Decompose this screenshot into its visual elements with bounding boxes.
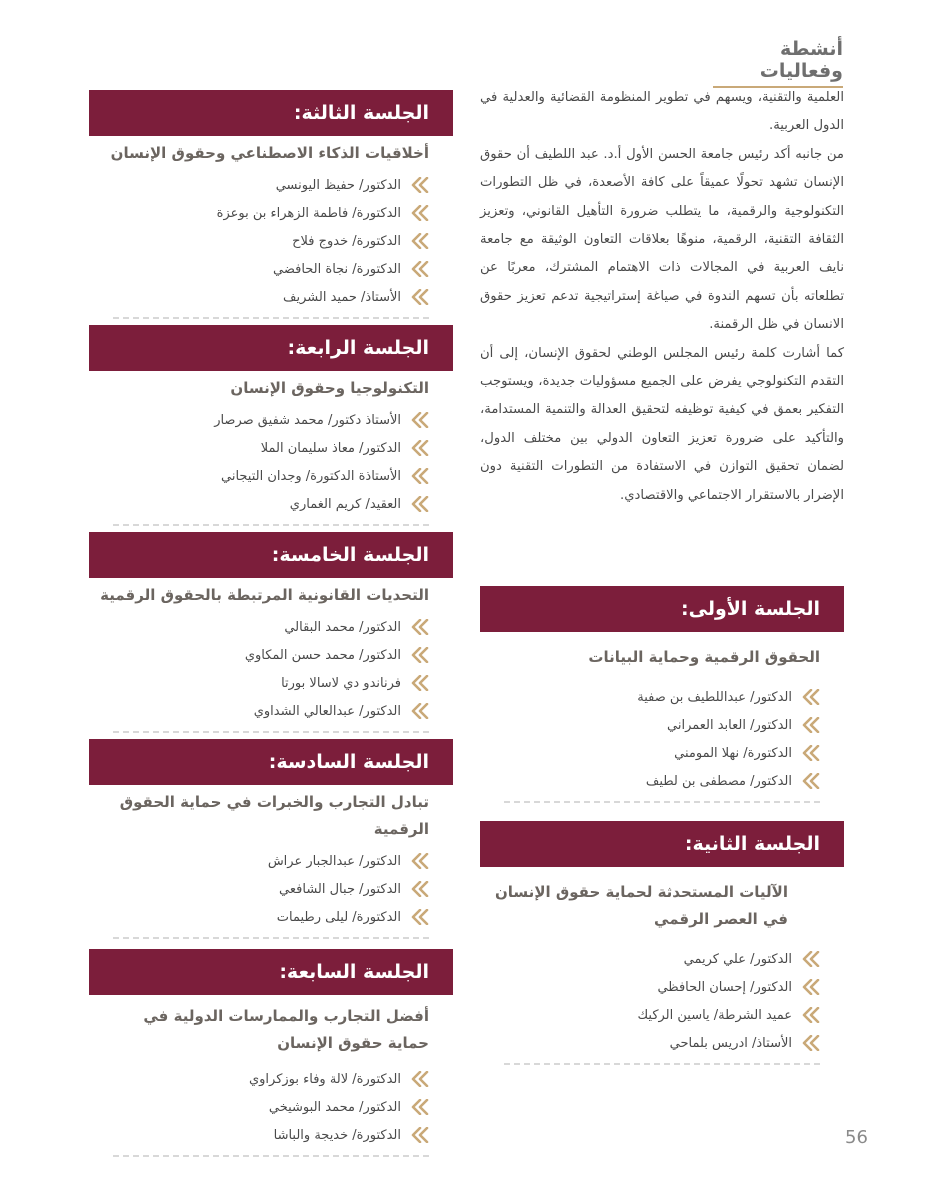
speaker-name: الدكتورة/ ليلى رطيمات [276,909,401,925]
speaker-item [89,283,453,311]
dashed-divider [504,1063,820,1065]
speaker-name: الدكتور/ حفيظ اليونسي [275,177,401,193]
chevron-left-icon [411,205,429,221]
session-banner: الجلسة السادسة: [89,739,453,785]
speaker-name: العقيد/ كريم الغماري [289,496,401,512]
speaker-name: الدكتور/ عبدالعالي الشداوي [253,703,401,719]
session-7 [89,949,453,1157]
session-4 [89,325,453,526]
session-6 [89,739,453,939]
session-topic: أخلاقيات الذكاء الاصطناعي وحقوق الإنسان [110,144,429,162]
chevron-left-icon [411,853,429,869]
speaker-list [89,1065,453,1149]
session-banner: الجلسة الثانية: [480,821,844,867]
speaker-item [89,903,453,931]
speaker-item [89,255,453,283]
speaker-name: الدكتور/ محمد البقالي [284,619,401,635]
dashed-divider [113,524,429,526]
session-topic: الحقوق الرقمية وحماية البيانات [588,648,820,667]
session-topic: التكنولوجيا وحقوق الإنسان [230,379,429,397]
dashed-divider [113,317,429,319]
chevron-left-icon [411,468,429,484]
speaker-list [480,683,844,795]
chevron-left-icon [802,717,820,733]
speaker-name: الأستاذ دكتور/ محمد شفيق صرصار [214,412,401,428]
speaker-item [89,1065,453,1093]
session-topic: أفضل التجارب والممارسات الدولية في حماية حقوق الإنسان [143,1007,429,1052]
speaker-item [480,945,844,973]
speaker-item [480,1029,844,1057]
session-topic: تبادل التجارب والخبرات في حماية الحقوق الرقمية [119,793,429,838]
session-banner: الجلسة الأولى: [480,586,844,632]
chevron-left-icon [411,1071,429,1087]
chevron-left-icon [411,703,429,719]
speaker-name: الدكتور/ عبدالجبار عراش [267,853,401,869]
chevron-left-icon [411,233,429,249]
session-banner: الجلسة الرابعة: [89,325,453,371]
chevron-left-icon [411,1127,429,1143]
speaker-item [480,767,844,795]
paragraph: كما أشارت كلمة رئيس المجلس الوطني لحقوق الإنسان، إلى أن التقدم التكنولوجي يفرض على الجميع مسؤوليات جديدة، ويستوجب التفكير بعمق في كيفية توظيفه لتحقيق العدالة والتنمية المستدامة، والتأكيد على ضرورة تعزيز التعاون الدولي بين مختلف الدول، لضمان تحقيق التوازن في الاستفادة من التطورات التقنية دون الإضرار بالاستقرار الاجتماعي والاقتصادي. [480,345,844,503]
session-3 [89,90,453,319]
speaker-name: الدكتورة/ لالة وفاء بوزكراوي [248,1071,401,1087]
speaker-name: الدكتور/ معاذ سليمان الملا [260,440,401,456]
left-column [89,90,453,1157]
dashed-divider [113,1155,429,1157]
speaker-list [480,945,844,1057]
chevron-left-icon [802,1007,820,1023]
chevron-left-icon [411,881,429,897]
chevron-left-icon [802,951,820,967]
speaker-item [480,739,844,767]
speaker-item [89,462,453,490]
speaker-name: الدكتورة/ خديجة والباشا [273,1127,401,1143]
article-body [480,84,844,510]
session-1 [480,586,844,803]
speaker-item [89,199,453,227]
chevron-left-icon [802,773,820,789]
page-header [713,38,843,88]
speaker-item [480,973,844,1001]
speaker-list [89,406,453,518]
paragraph: من جانبه أكد رئيس جامعة الحسن الأول أ.د. عبد اللطيف أن حقوق الإنسان تشهد تحولًا عميقاً على كافة الأصعدة، في ظل التطورات التكنولوجية والرقمية، ما يتطلب ضرورة التأهيل القانوني، وتعزيز الثقافة التقنية، الرقمية، منوهًا بعلاقات التعاون الوثيقة مع جامعة نايف العربية في المجالات ذات الاهتمام المشترك، معربًا عن تطلعاته بأن تسهم الندوة في صياغة إستراتيجية تدعم تعزيز حقوق الانسان في ظل الرقمنة. [480,146,844,333]
speaker-name: الدكتورة/ نجاة الحافضي [273,261,401,277]
speaker-name: الدكتور/ علي كريمي [683,951,792,967]
speaker-name: الدكتورة/ خدوج فلاح [292,233,401,249]
speaker-item [89,613,453,641]
speaker-name: الأستاذ/ ادريس بلماحي [669,1035,792,1051]
chevron-left-icon [411,440,429,456]
paragraph: العلمية والتقنية، ويسهم في تطوير المنظومة القضائية والعدلية في الدول العربية. [480,90,844,134]
chevron-left-icon [411,675,429,691]
speaker-name: الأستاذ/ حميد الشريف [283,289,401,305]
session-5 [89,532,453,733]
chevron-left-icon [411,261,429,277]
speaker-item [89,847,453,875]
speaker-item [480,1001,844,1029]
speaker-item [89,406,453,434]
chevron-left-icon [802,745,820,761]
chevron-left-icon [411,909,429,925]
speaker-name: الدكتور/ عبداللطيف بن صفية [637,689,792,705]
speaker-item [89,669,453,697]
chevron-left-icon [802,689,820,705]
chevron-left-icon [411,177,429,193]
right-column [480,84,844,1065]
session-topic: الآليات المستحدثة لحماية حقوق الإنسان في العصر الرقمي [494,883,788,929]
speaker-item [89,1093,453,1121]
chevron-left-icon [411,1099,429,1115]
speaker-list [89,171,453,311]
speaker-item [89,227,453,255]
speaker-item [89,434,453,462]
speaker-name: الدكتورة/ نهلا المومني [674,745,792,761]
session-banner: الجلسة الثالثة: [89,90,453,136]
speaker-item [89,171,453,199]
page-number: 56 [845,1127,868,1148]
speaker-name: الدكتورة/ فاطمة الزهراء بن بوعزة [216,205,401,221]
chevron-left-icon [411,647,429,663]
chevron-left-icon [802,979,820,995]
dashed-divider [504,801,820,803]
speaker-item [480,683,844,711]
speaker-name: الدكتور/ محمد البوشيخي [268,1099,401,1115]
speaker-list [89,613,453,725]
session-banner: الجلسة الخامسة: [89,532,453,578]
speaker-item [480,711,844,739]
dashed-divider [113,731,429,733]
speaker-item [89,641,453,669]
speaker-name: الدكتور/ إحسان الحافظي [657,979,792,995]
speaker-name: الدكتور/ العابد العمراني [667,717,792,733]
speaker-name: الدكتور/ محمد حسن المكاوي [244,647,401,663]
speaker-item [89,875,453,903]
speaker-name: فرناندو دي لاسالا بورتا [281,675,401,691]
session-banner: الجلسة السابعة: [89,949,453,995]
speaker-name: الدكتور/ جبال الشافعي [279,881,401,897]
chevron-left-icon [411,412,429,428]
chevron-left-icon [411,619,429,635]
speaker-name: الدكتور/ مصطفى بن لطيف [645,773,792,789]
section-title: أنشطة وفعاليات [759,38,843,82]
speaker-name: الأستاذة الدكتورة/ وجدان التيجاني [220,468,401,484]
chevron-left-icon [802,1035,820,1051]
speaker-item [89,490,453,518]
chevron-left-icon [411,289,429,305]
speaker-item [89,1121,453,1149]
session-2 [480,821,844,1065]
chevron-left-icon [411,496,429,512]
speaker-item [89,697,453,725]
dashed-divider [113,937,429,939]
speaker-list [89,847,453,931]
speaker-name: عميد الشرطة/ ياسين الركيك [637,1007,792,1023]
session-topic: التحديات القانونية المرتبطة بالحقوق الرقمية [100,586,429,604]
